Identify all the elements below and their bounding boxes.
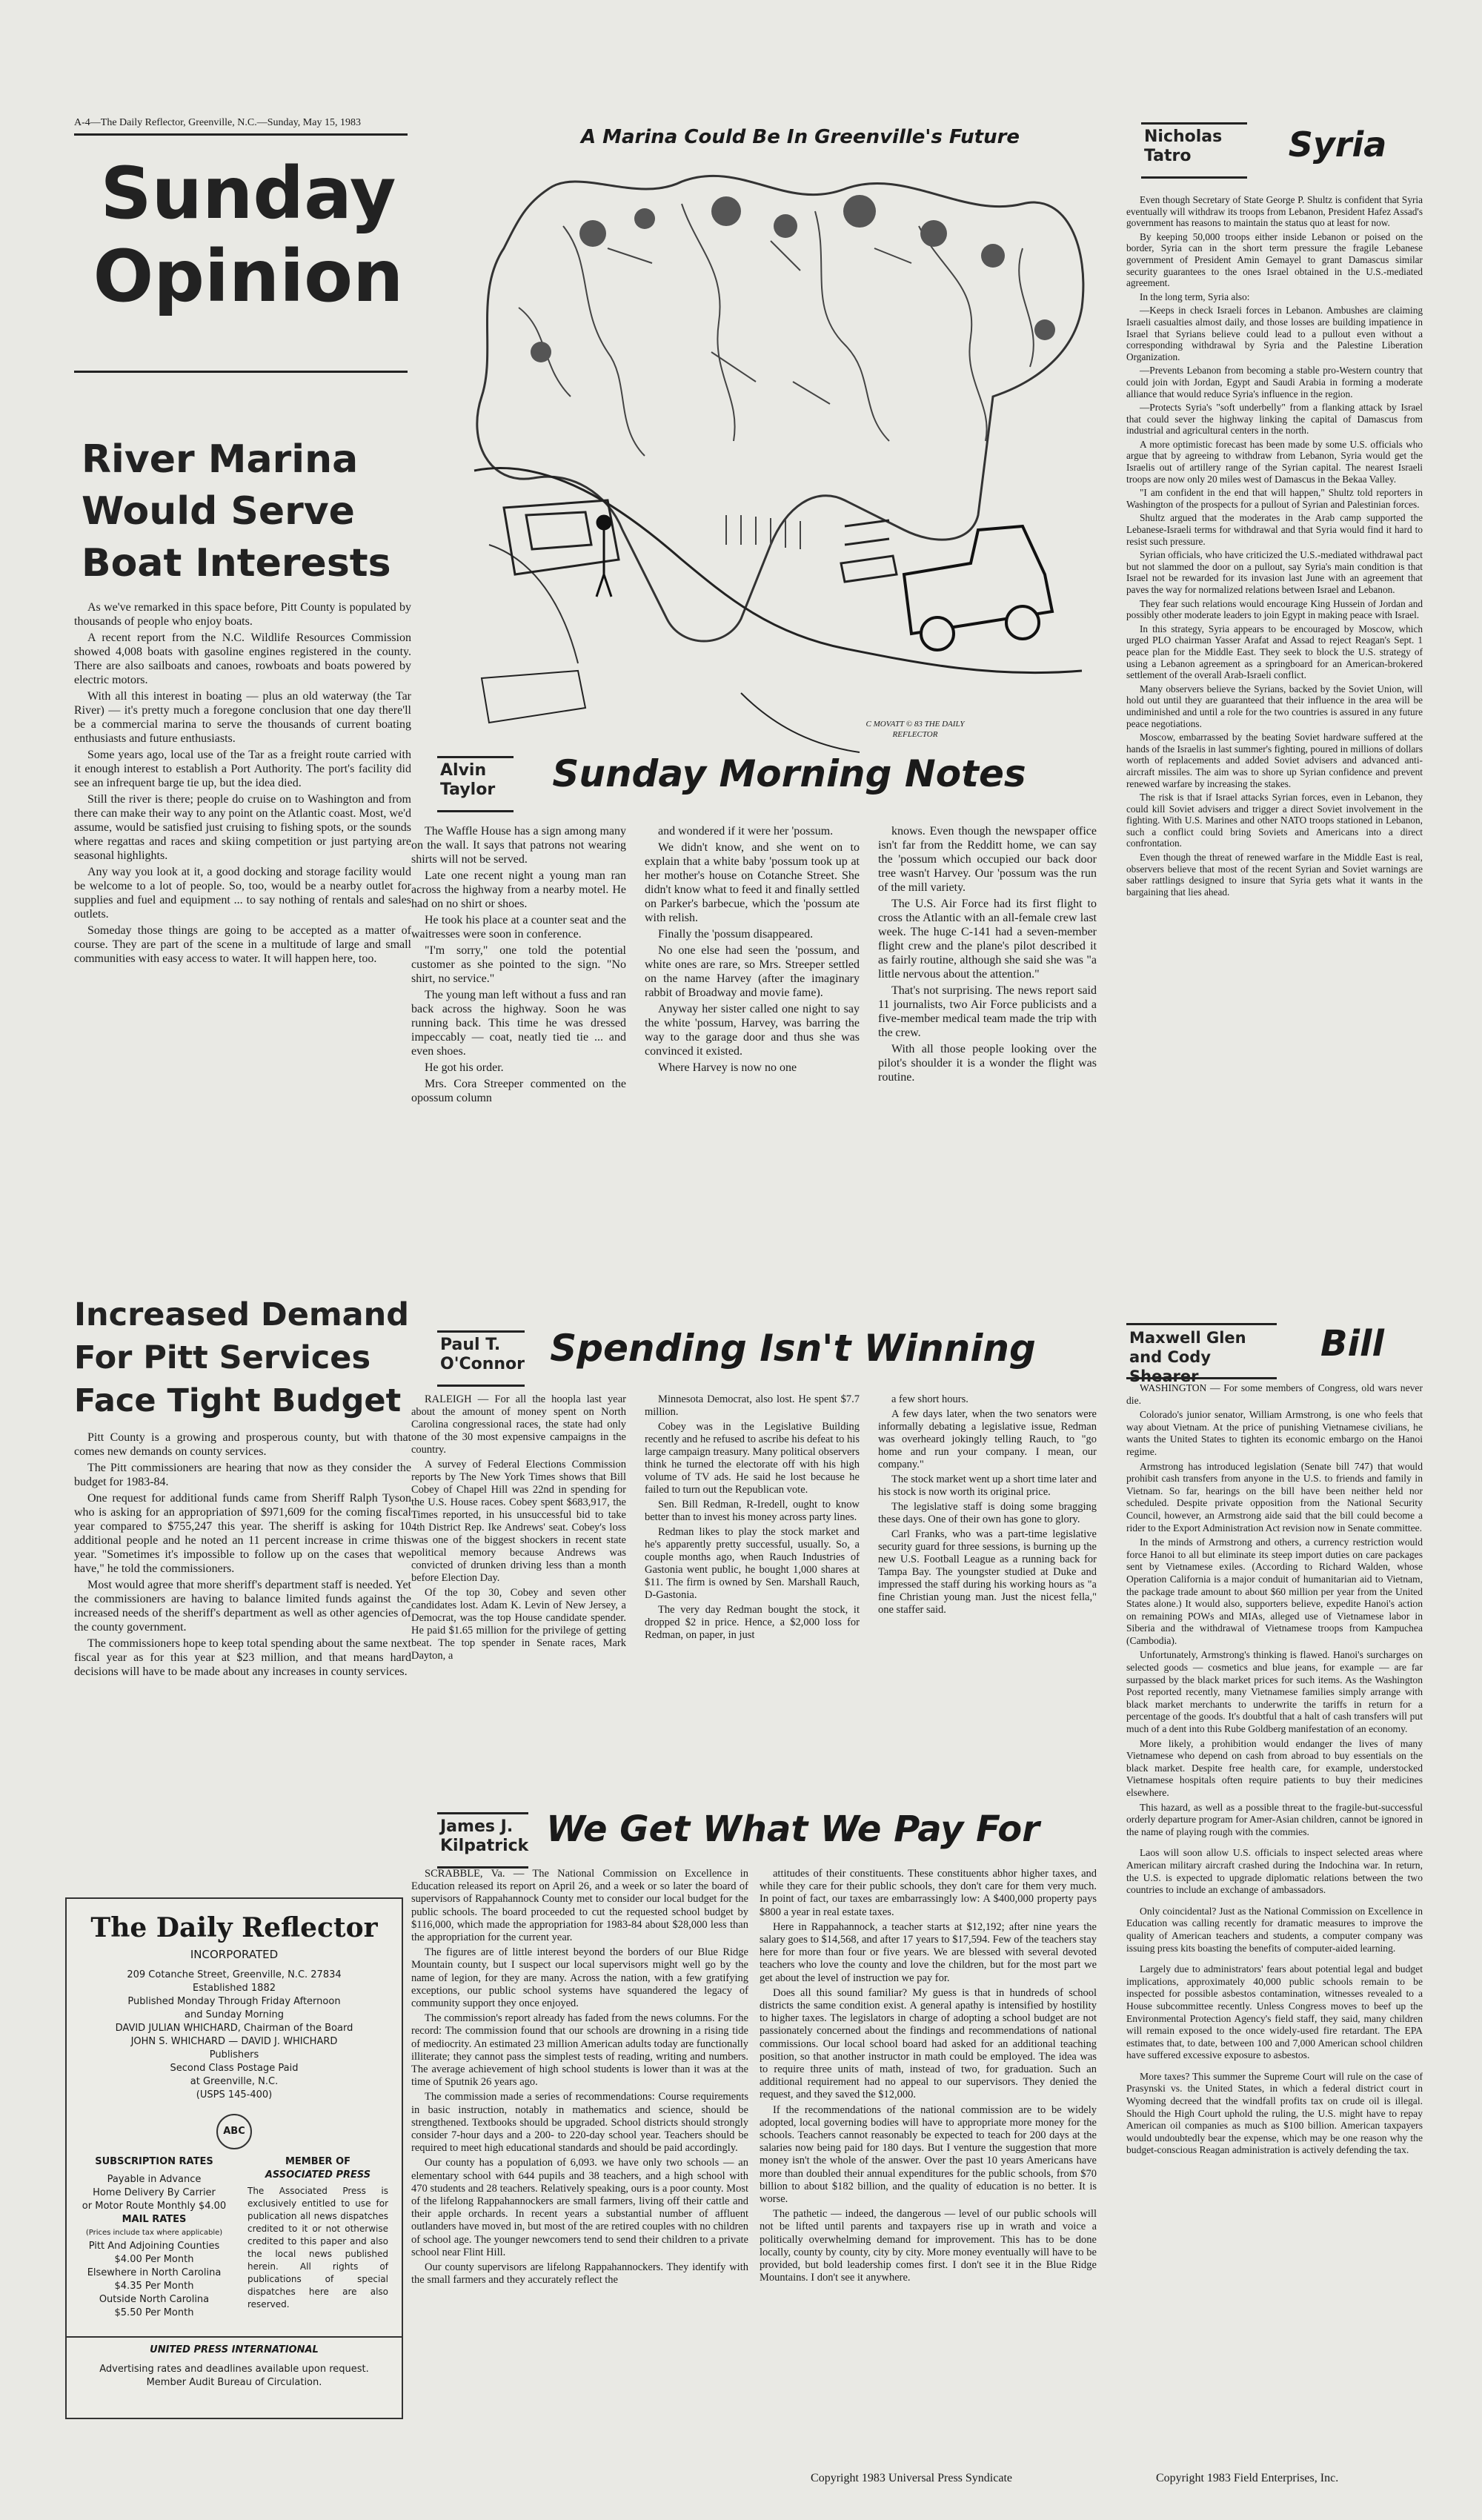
masthead-line: Established 1882 [192, 1983, 276, 1994]
bill-copyright: Copyright 1983 Field Enterprises, Inc. [1156, 2472, 1339, 2484]
notes-column-1 [411, 824, 626, 1269]
paragraph: Laos will soon allow U.S. officials to inspect selected areas where American military aircraft crashed during the Indochina war. In return, the U.S. is expected to upgrade diplomatic relations between the two countries to include an exchange of ambassadors. [1126, 1847, 1423, 1896]
paragraph: —Prevents Lebanon from becoming a stable pro-Western country that could join with Jordan, Egypt and Saudi Arabia in forming a moderate alliance that would reduce Syria's influence in the region. [1126, 365, 1423, 399]
paragraph: The U.S. Air Force had its first flight to cross the Atlantic with an all-female crew last week. The huge C-141 had a seven-member flight crew and the plane's pilot described it as fairly routine, although she said she was "a little nervous about the attention." [878, 898, 1097, 981]
section-title-rule [74, 371, 408, 373]
spending-column-2 [645, 1393, 860, 1757]
spending-byline [437, 1330, 525, 1387]
kilpatrick-byline [437, 1812, 528, 1869]
member-title: MEMBER OF [285, 2156, 350, 2167]
bill-title: Bill [1320, 1323, 1384, 1365]
bill-byline [1126, 1323, 1277, 1385]
subscription-line: $4.00 Per Month [114, 2254, 194, 2265]
paragraph: Carl Franks, who was a part-time legislative security guard for three sessions, is burning up the new U.S. Football League as a running back for Tampa Bay. The youngster studied at Duke and impressed the staff during his working hours as "a fine Christian young man. Just the nicest fella," one staffer said. [878, 1528, 1097, 1616]
paragraph: If the recommendations of the national commission are to be widely adopted, local governing bodies will have to appropriate more money for the schools. Teachers cannot reasonably be expected to teach for 200 days at the salaries now being paid for 180 days. But I venture the suggestion that more money isn't the whole of the answer. Over the past 10 years Americans have more than doubled their annual expenditures for the public schools, from $70 billion to about $182 billion, and the quality of education is no better. It is worse. [760, 2103, 1097, 2206]
paragraph: Here in Rappahannock, a teacher starts at $12,192; after nine years the salary goes to $14,568, and after 17 years to $17,594. Few of the teachers stay here for more than four or five years. We are blessed with several devoted teachers who love the county and love the children, but for the most part we get about the level of instruction we pay for. [760, 1920, 1097, 1984]
paragraph: The very day Redman bought the stock, it dropped $2 in price. Hence, a $2,000 loss for Redman, on paper, in just [645, 1604, 860, 1641]
editorial1-headline-line3: Boat Interests [82, 541, 391, 586]
notes-byline [437, 756, 514, 812]
paragraph: The legislative staff is doing some bragging these days. One of their own has gone to glory. [878, 1501, 1097, 1525]
paragraph: More taxes? This summer the Supreme Court will rule on the case of Prasynski vs. the United States, in which a federal district court in Wyoming decreed that the windfall profits tax on crude oil is illegal. Should the High Court uphold the ruling, the U.S. might have to repay American oil companies as much as $100 billion. American taxpayers would undoubtedly bear the expense, which may be one reason why the budget-conscious Reagan administration is actively defending the tax. [1126, 2070, 1423, 2156]
paragraph: RALEIGH — For all the hoopla last year about the amount of money spent on North Carolina congressional races, the state had only one of the 30 most expensive campaigns in the country. [411, 1393, 626, 1456]
section-title-line1: Sunday [100, 152, 396, 235]
paragraph: Does all this sound familiar? My guess is that in hundreds of school districts the same condition exist. A general apathy is intensified by hostility to higher taxes. The legislators in charge of adopting a school budget are not passionately concerned about the findings and recommendations of national commissions. Our local school board had asked for an additional teaching position, so that another instructor in math could be employed. The idea was to require three units of math, instead of two, for graduation. Such an additional requirement had no appeal to our supervisors. They denied the request, and they saved the $12,000. [760, 1986, 1097, 2101]
marina-cartoon-signature: C MOVATT © 83 THE DAILY REFLECTOR [865, 720, 965, 739]
paragraph: Of the top 30, Cobey and seven other candidates lost. Adam K. Levin of New Jersey, a Democrat, was the top House candidate spender. He paid $1.65 million for the privilege of getting beat. The top spender in Senate races, Mark Dayton, a [411, 1587, 626, 1662]
syria-title: Syria [1288, 125, 1387, 165]
paragraph: knows. Even though the newspaper office isn't far from the Redditt home, we can say the 'possum which occupied our back door tree wasn't Harvey. Our 'possum was the run of the mill variety. [878, 825, 1097, 894]
paragraph: With all this interest in boating — plus an old waterway (the Tar River) — it's pretty much a foregone conclusion that one day there'll be a commercial marina to serve the thousands of current boating enthusiasts and future enthusiasts. [74, 690, 411, 745]
masthead-columns [67, 2155, 402, 2320]
paragraph: Our county has a population of 6,093. we have only two schools — an elementary school with 644 pupils and 38 teachers, and a high school with 470 students and 28 teachers. Relatively speaking, ours is a poor county. Most of the lifelong Rappahannockers are small farmers, living off their cattle and their apple orchards. In recent years a substantial number of affluent outlanders have moved in, but most of the are retired couples with no children of school age. The younger newcomers tend to send their children to a private school near Flint Hill. [411, 2157, 748, 2258]
paragraph: In the minds of Armstrong and others, a currency restriction would force Hanoi to all but eliminate its steep import duties on care packages sent by Vietnamese exiles. (According to Richard Walden, whose Operation California is a major conduit of humanitarian aid to Vietnam, the package trade amount to about $60 million per year from the United States alone.) It would also, supporters believe, expedite Hanoi's action on remaining POWs and MIAs, alleged use of Vietnamese labor in Siberia and the withdrawal of Vietnamese troops from Kampuchea (Cambodia). [1126, 1536, 1423, 1646]
masthead-footer: Advertising rates and deadlines available upon request. [99, 2364, 369, 2375]
syria-body [1126, 194, 1423, 1254]
author-name: Nicholas [1144, 127, 1223, 146]
author-name: O'Connor [440, 1355, 525, 1373]
upi-label: UNITED PRESS INTERNATIONAL [67, 2336, 402, 2357]
kilpatrick-title: We Get What We Pay For [546, 1808, 1040, 1850]
paragraph: One request for additional funds came from Sheriff Ralph Tyson who is asking for an appropriation of $971,609 for the coming fiscal year compared to $755,247 this year. The sheriff is asking for 10 additional people and he noted an 11 percent increase in crime this year. "Sometimes it's impossible to follow up on the cases that we have," he told the commissioners. [74, 1492, 411, 1575]
editorial2-headline [74, 1293, 422, 1430]
marina-cartoon-illustration [459, 159, 1097, 760]
paragraph: Syrian officials, who have criticized the U.S.-mediated withdrawal pact but not slammed the door on a pullout, say Syria's main condition is that Israel not be rewarded for its invasion last June with an agreement that paves the way for normalized relations between Israel and Lebanon. [1126, 549, 1423, 595]
subscription-line: Outside North Carolina [99, 2294, 210, 2305]
paragraph: The commission made a series of recommendations: Course requirements in basic instruction, notably in mathematics and science, should be strengthened. Textbooks should be upgraded. School districts should strongly consider 7-hour days and a 200- to 220-day school year. Teachers should be required to meet high educational standards and should be paid accordingly. [411, 2091, 748, 2155]
masthead-line: Second Class Postage Paid [170, 2063, 299, 2074]
masthead-line: JOHN S. WHICHARD — DAVID J. WHICHARD [130, 2036, 338, 2047]
paragraph: Even though Secretary of State George P. Shultz is confident that Syria eventually will withdraw its troops from Lebanon, President Hafez Assad's government has reasons to maintain the status quo at least for now. [1126, 194, 1423, 229]
notes-title: Sunday Morning Notes [552, 752, 1026, 795]
paragraph: The risk is that if Israel attacks Syrian forces, even in Lebanon, they could kill Soviet advisers and trigger a direct Soviet involvement in the fighting. With U.S. Marines and other NATO troops stationed in Lebanon, such a conflict could bring Soviets and Americans into a direct confrontation. [1126, 792, 1423, 849]
paragraph: Where Harvey is now no one [658, 1061, 797, 1074]
subscription-line: Pitt And Adjoining Counties [88, 2241, 220, 2252]
author-name: Maxwell Glen [1129, 1329, 1246, 1347]
paragraph: As we've remarked in this space before, Pitt County is populated by thousands of people who enjoy boats. [74, 601, 411, 628]
section-title-line2: Opinion [93, 235, 404, 318]
masthead-line: DAVID JULIAN WHICHARD, Chairman of the Board [115, 2023, 353, 2034]
kilpatrick-column-2 [760, 1868, 1097, 2467]
subscription-line: (Prices include tax where applicable) [85, 2229, 223, 2237]
masthead-box [65, 1897, 403, 2419]
subscription-line: or Motor Route Monthly $4.00 [82, 2201, 227, 2212]
paragraph: The commissioners hope to keep total spending about the same next fiscal year as for this year at $23 million, and that means hard decisions will have to be made about any increases in county services. [74, 1637, 411, 1678]
paragraph: Anyway her sister called one night to say the white 'possum, Harvey, was barring the way to the garage door and thus she was convinced it existed. [645, 1003, 860, 1058]
section-title [89, 152, 408, 348]
masthead-line: Publishers [209, 2049, 259, 2060]
spending-title: Spending Isn't Winning [550, 1327, 1036, 1370]
subscription-line: $4.35 Per Month [114, 2281, 194, 2292]
paragraph: That's not surprising. The news report said 11 journalists, two Air Force publicists and a five-member medical team made the trip with the crew. [878, 984, 1097, 1039]
paragraph: Most would agree that more sheriff's department staff is needed. Yet the commissioners are having to balance limited funds against the increased needs of the sheriff's department as well as other agencies of the county government. [74, 1579, 411, 1634]
masthead-footer: Member Audit Bureau of Circulation. [146, 2377, 322, 2388]
paragraph: The figures are of little interest beyond the borders of our Blue Ridge Mountain county, but I suspect our local supervisors might well go by the name of legion, for they are many. Across the nation, with a few gratifying exceptions, our public school systems have squandered the legacy of community support they once enjoyed. [411, 1946, 748, 2010]
paragraph: Unfortunately, Armstrong's thinking is flawed. Hanoi's surcharges on selected goods — cosmetics and blue jeans, for example — are far surpassed by the black market prices for such items. As the Washington Post reported recently, many Vietnamese families simply arrange with black market merchants to underwrite the tariffs in return for a percentage of the goods. It's doubtful that a halt of cash transfers will put much of a dent into this Rube Goldberg manifestation of an economy. [1126, 1649, 1423, 1735]
masthead-line: Published Monday Through Friday Afternoon [127, 1996, 341, 2007]
paragraph: Largely due to administrators' fears about potential legal and budget implications, approximately 40,000 public schools remain to be inspected for possible asbestos contamination, witnesses revealed to a House subcommittee recently. Unless Congress moves to beef up the Environmental Protection Agency's field staff, they said, many children will remain exposed to the once widely-used fire retardant. The EPA estimates that, to date, between 100 and 7,000 American school children have suffered excessive exposure to asbestos. [1126, 1963, 1423, 2061]
paragraph: Our county supervisors are lifelong Rappahannockers. They identify with the small farmers and they accurately reflect the [411, 2261, 748, 2287]
paragraph: Shultz argued that the moderates in the Arab camp supported the Lebanese-Israeli terms for withdrawal and that Syria would find it hard to resist such pressure. [1126, 512, 1423, 547]
author-name: Paul T. [440, 1336, 501, 1354]
paragraph: Pitt County is a growing and prosperous county, but with that comes new demands on county services. [74, 1431, 411, 1458]
paragraph: Cobey was in the Legislative Building recently and he refused to ascribe his defeat to his large campaign treasury. Many political observers think he turned the electorate off with his high volume of TV ads. He said he lost because he failed to turn out the Republican vote. [645, 1421, 860, 1496]
paragraph: He took his place at a counter seat and the waitresses were soon in conference. [411, 914, 626, 941]
subscription-line: Payable in Advance [107, 2174, 202, 2185]
paragraph: Finally the 'possum disappeared. [658, 928, 814, 941]
paragraph: The Waffle House has a sign among many on the wall. It says that patrons not wearing shirts will not be served. [411, 825, 626, 866]
masthead-line: 209 Cotanche Street, Greenville, N.C. 27834 [127, 1969, 342, 1980]
paragraph: Someday those things are going to be accepted as a matter of course. They are part of the scene in a multitude of large and small communities with easy access to water. It will happen here, too. [74, 924, 411, 965]
paragraph: —Keeps in check Israeli forces in Lebanon. Ambushes are claiming Israeli casualties almost daily, and those losses are building impatience in Israel that Syrians believe could lead to a pullout even without a corresponding withdrawal by Syria and the Palestine Liberation Organization. [1126, 305, 1423, 362]
paragraph: In the long term, Syria also: [1140, 291, 1250, 302]
paragraph: Colorado's junior senator, William Armstrong, is one who feels that way about Vietnam. At the price of punishing Vietnamese civilians, he wants the United States to tighten its economic embargo on the Hanoi regime. [1126, 1409, 1423, 1457]
paragraph: WASHINGTON — For some members of Congress, old wars never die. [1126, 1382, 1423, 1406]
paragraph: —Protects Syria's "soft underbelly" from a flanking attack by Israel that could sever the highway linking the capital of Damascus from industrial and agricultural centers in the north. [1126, 402, 1423, 437]
masthead-name: The Daily Reflector [90, 1912, 378, 1943]
kilpatrick-copyright: Copyright 1983 Universal Press Syndicate [811, 2472, 1012, 2484]
masthead-incorporated: INCORPORATED [190, 1948, 279, 1961]
paragraph: Minnesota Democrat, also lost. He spent $7.7 million. [645, 1393, 860, 1418]
paragraph: With all those people looking over the pilot's shoulder it is a wonder the flight was routine. [878, 1043, 1097, 1084]
paragraph: and wondered if it were her 'possum. [658, 825, 834, 838]
masthead-line: and Sunday Morning [185, 2009, 284, 2020]
subscription-line: $5.50 Per Month [114, 2307, 194, 2318]
spending-column-1 [411, 1393, 626, 1757]
editorial2-headline-line2: For Pitt Services [74, 1339, 371, 1376]
editorial2-headline-line1: Increased Demand [74, 1296, 410, 1333]
paragraph: More likely, a prohibition would endanger the lives of many Vietnamese who depend on cash from abroad to buy essentials on the black market. Despite free health care, for example, understocked Vietnamese hospitals often require patients to buy their medicines elsewhere. [1126, 1737, 1423, 1798]
masthead-line: (USPS 145-400) [196, 2089, 273, 2100]
paragraph: Late one recent night a young man ran across the highway from a nearby motel. He had on no shirt or shoes. [411, 869, 626, 910]
paragraph: Any way you look at it, a good docking and storage facility would be welcome to a lot of people. So, too, would be a nearby outlet for supplies and fuel and equipment ... to say nothing of rentals and sales outlets. [74, 866, 411, 921]
ap-membership [247, 2155, 388, 2320]
editorial1-headline-line2: Would Serve [82, 489, 355, 534]
paragraph: Moscow, embarrassed by the beating Soviet hardware suffered at the hands of the Israelis in last summer's fighting, poured in millions of dollars worth of replacements and added Soviet advisers and advanced anti-aircraft missiles. The aim was to shore up Syrian confidence and prevent renewed warfare by increasing the stakes. [1126, 732, 1423, 789]
paragraph: A more optimistic forecast has been made by some U.S. officials who argue that by agreeing to withdraw from Lebanon, Syria would get the Israelis out of artillery range of the Syrian capital. The nearest Israeli troops are now only 20 miles west of Damascus in the Bekaa Valley. [1126, 438, 1423, 485]
author-name: Tatro [1144, 147, 1192, 165]
syria-byline [1141, 122, 1247, 179]
paragraph: The stock market went up a short time later and his stock is now worth its original price. [878, 1473, 1097, 1498]
paragraph: No one else had seen the 'possum, and white ones are rare, so Mrs. Streeper settled on the name Harvey (after the imaginary rabbit of Broadway and movie fame). [645, 944, 860, 999]
author-name: Alvin [440, 761, 487, 780]
paragraph: This hazard, as well as a possible threat to the fragile-but-successful orderly departure program for Amer-Asian children, cannot be ignored in the name of playing rough with the commies. [1126, 1801, 1423, 1837]
paragraph: Mrs. Cora Streeper commented on the opossum column [411, 1078, 626, 1104]
author-name: James J. [440, 1817, 514, 1836]
paragraph: Some years ago, local use of the Tar as a freight route carried with it enough interest to establish a Port Authority. The port's facility did see an infrequent barge tie up, but the idea died. [74, 749, 411, 789]
paragraph: He got his order. [425, 1061, 504, 1074]
marina-cartoon-caption: A Marina Could Be In Greenville's Future [580, 126, 1020, 148]
member-title: ASSOCIATED PRESS [265, 2169, 371, 2181]
paragraph: A few days later, when the two senators were informally debating a legislative issue, Redman was overheard jokingly telling Rauch, to "go home and run your company. I mean, our company." [878, 1408, 1097, 1470]
folio-line: A-4—The Daily Reflector, Greenville, N.C.—Sunday, May 15, 1983 [74, 117, 361, 128]
abc-logo: ABC [216, 2114, 252, 2149]
masthead-line: at Greenville, N.C. [190, 2076, 279, 2087]
subscription-title: SUBSCRIPTION RATES [95, 2156, 213, 2167]
paragraph: "I am confident in the end that will happen," Shultz told reporters in Washington of the prospects for a pullout of Syrian and Palestinian forces. [1126, 487, 1423, 510]
editorial1-body [74, 600, 411, 1230]
paragraph: By keeping 50,000 troops either inside Lebanon or poised on the border, Syria can in the short term pressure the fragile Lebanese government of President Amin Gemayel to grant Damascus similar security guarantees to the ones Israel obtained in the U.S.-mediated agreement. [1126, 231, 1423, 289]
paragraph: The pathetic — indeed, the dangerous — level of our public schools will not be lifted until parents and taxpayers rise up in wrath and voice a politically overwhelming demand for improvement. This has to be done locally, county by county, city by city. More money eventually will have to be provided, but bold leadership comes first. I don't see it in the Blue Ridge Mountains. I don't see it anywhere. [760, 2208, 1097, 2284]
paragraph: The young man left without a fuss and ran back across the highway. Soon he was running back. This time he was dressed impeccably — coat, neatly tied tie ... and even shoes. [411, 989, 626, 1058]
paragraph: Many observers believe the Syrians, backed by the Soviet Union, will hold out until they are guaranteed that their influence in the area will be undiminished and until a role for the two countries is assured in any future peace negotiations. [1126, 683, 1423, 729]
editorial1-headline-line1: River Marina [82, 437, 359, 482]
paragraph: Even though the threat of renewed warfare in the Middle East is real, observers believe that most of the recent Syrian and Soviet warnings are saber rattlings designed to insure that Syria gets what it wants in the bargaining that lies ahead. [1126, 852, 1423, 898]
paragraph: A survey of Federal Elections Commission reports by The New York Times shows that Bill Cobey of Chapel Hill was 22nd in spending for the U.S. House races. Cobey spent $683,917, the Times reported, in his unsuccessful bid to take 4th District Rep. Ike Andrews' seat. Cobey's loss was one of the biggest shockers in recent state political memory because Andrews was convicted of drunken driving less than a month before Election Day. [411, 1459, 626, 1584]
notes-column-3 [878, 824, 1097, 1269]
paragraph: attitudes of their constituents. These constituents abhor higher taxes, and while they care for their public schools, they don't care for them very much. In point of fact, our taxes are embarrassingly low: A $400,000 property pays $800 a year in real estate taxes. [760, 1868, 1097, 1918]
subscription-line: Home Delivery By Carrier [93, 2187, 216, 2198]
author-name: Kilpatrick [440, 1837, 529, 1855]
paragraph: "I'm sorry," one told the potential customer as she pointed to the sign. "No shirt, no service." [411, 944, 626, 985]
paragraph: The commission's report already has faded from the news columns. For the record: The commission found that our schools are drowning in a rising tide of mediocrity. An estimated 23 million American adults today are functionally illiterate; they cannot pass the simplest tests of reading, writing and numbers. The average achievement of high school students is lower than it was at the time of Sputnik 26 years ago. [411, 2012, 748, 2089]
member-text: The Associated Press is exclusively entitled to use for publication all news dispatches credited to it or not otherwise credited to this paper and also the local news published herein. All rights of publications of special dispatches here are also reserved. [247, 2186, 388, 2310]
editorial1-headline [82, 434, 422, 600]
folio-rule [74, 133, 408, 136]
bill-body [1126, 1382, 1423, 2461]
editorial2-headline-line3: Face Tight Budget [74, 1382, 402, 1419]
paragraph: Armstrong has introduced legislation (Senate bill 747) that would prohibit cash transfers from anyone in the U.S. to friends and family in Vietnam. So far, hearings on the bill have been neither held nor scheduled. Despite private opposition from the National Security Council, however, an Armstrong aide said that the bill could become a rider to the Export Administration Act revision now in Senate committee. [1126, 1460, 1423, 1533]
paragraph: In this strategy, Syria appears to be encouraged by Moscow, which urged PLO chairman Yasser Arafat and Assad to reject Reagan's Sept. 1 peace plan for the Middle East. They seek to block the U.S. strategy of using a Lebanon agreement as a springboard for an American-brokered settlement of the overall Arab-Israeli conflict. [1126, 623, 1423, 681]
paragraph: They fear such relations would encourage King Hussein of Jordan and possibly other moderate leaders to join Egypt in making peace with Israel. [1126, 597, 1423, 621]
paragraph: Sen. Bill Redman, R-Iredell, ought to know better than to invest his money across party lines. [645, 1499, 860, 1523]
notes-column-2 [645, 824, 860, 1269]
paragraph: Still the river is there; people do cruise on to Washington and from there can make their way to any point on the Atlantic coast. Most, we'd assume, would be satisfied just cruising to fishing spots, or the sounds where regattas and races and skiing competition or just partying are seasonal highlights. [74, 793, 411, 862]
paragraph: a few short hours. [891, 1393, 968, 1405]
paragraph: A recent report from the N.C. Wildlife Resources Commission showed 4,008 boats with gasoline engines registered in the county. There are also sailboats and canoes, rowboats and boats powered by electric motors. [74, 631, 411, 686]
paragraph: We didn't know, and she went on to explain that a white baby 'possum took up at her mother's house on Cotanche Street. She didn't know what to feed it and finally settled on Parker's barbecue, which the 'possum ate with relish. [645, 841, 860, 924]
spending-column-3 [878, 1393, 1097, 1757]
paragraph: Redman likes to play the stock market and he's apparently pretty successful, usually. So, a couple months ago, when Rauch Industries of Gastonia went public, he bought 1,000 shares at $11. The firm is owned by Sen. Marshall Rauch, D-Gastonia. [645, 1526, 860, 1601]
subscription-rates [80, 2155, 228, 2320]
subscription-line: MAIL RATES [122, 2214, 187, 2225]
author-name: Taylor [440, 780, 496, 799]
subscription-line: Elsewhere in North Carolina [87, 2267, 222, 2278]
editorial2-body [74, 1430, 411, 1860]
author-name: and Cody Shearer [1129, 1348, 1212, 1385]
kilpatrick-column-1 [411, 1868, 748, 2498]
paragraph: Only coincidental? Just as the National Commission on Excellence in Education was calling recently for dramatic measures to improve the quality of American teachers and students, a computer company was issuing press kits boasting the benefits of computer-aided learning. [1126, 1905, 1423, 1954]
paragraph: The Pitt commissioners are hearing that now as they consider the budget for 1983-84. [74, 1462, 411, 1488]
paragraph: SCRABBLE, Va. — The National Commission on Excellence in Education released its report on April 26, and a week or so later the board of supervisors of Rappahannock County met to consider our local budget for the public schools. The board proceeded to cut the requested school budget by $116,000, which made the appropriation for 1983-84 about $28,000 less than the appropriation for the current year. [411, 1868, 748, 1944]
